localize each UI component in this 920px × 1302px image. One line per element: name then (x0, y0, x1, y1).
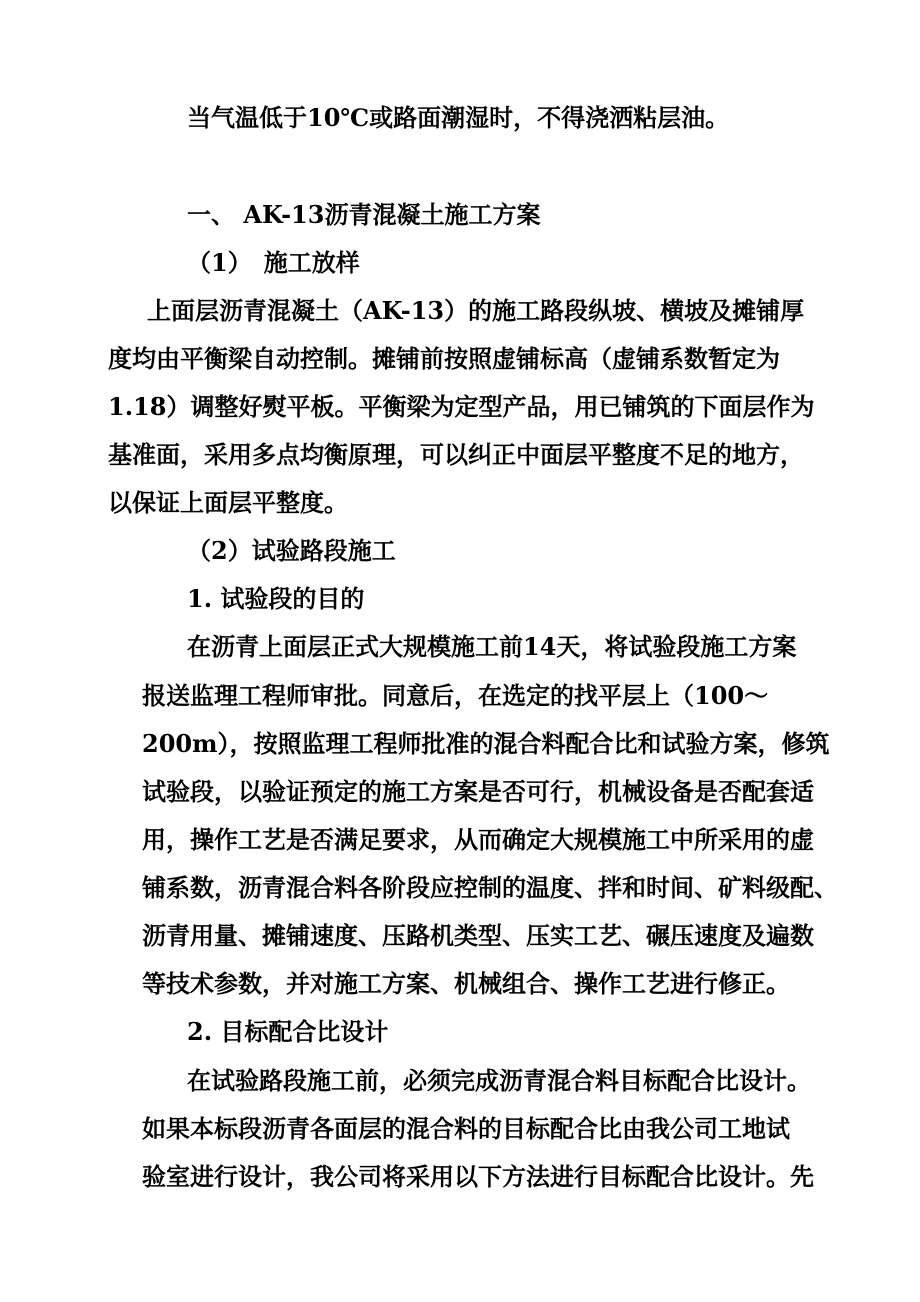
paragraph-line: 基准面，采用多点均衡原理，可以纠正中面层平整度不足的地方， (108, 440, 804, 469)
paragraph-line: 用，操作工艺是否满足要求，从而确定大规模施工中所采用的虚 (142, 825, 814, 854)
paragraph-line: 等技术参数，并对施工方案、机械组合、操作工艺进行修正。 (142, 969, 790, 998)
paragraph-line: 1.18）调整好熨平板。平衡梁为定型产品，用已铺筑的下面层作为 (108, 392, 815, 421)
paragraph-line: 度均由平衡梁自动控制。摊铺前按照虚铺标高（虚铺系数暂定为 (108, 344, 780, 373)
paragraph-line: 当气温低于10℃或路面潮湿时，不得浇洒粘层油。 (187, 103, 730, 132)
paragraph-line: 报送监理工程师审批。同意后，在选定的找平层上（100～ (142, 681, 769, 710)
paragraph-line: 在试验路段施工前，必须完成沥青混合料目标配合比设计。 (187, 1066, 811, 1095)
paragraph-line: 如果本标段沥青各面层的混合料的目标配合比由我公司工地试 (142, 1114, 790, 1143)
paragraph-line: 验室进行设计，我公司将采用以下方法进行目标配合比设计。先 (142, 1162, 814, 1191)
paragraph-line: 沥青用量、摊铺速度、压路机类型、压实工艺、碾压速度及遍数 (142, 921, 814, 950)
paragraph-line: 试验段，以验证预定的施工方案是否可行，机械设备是否配套适 (142, 777, 814, 806)
paragraph-line: 在沥青上面层正式大规模施工前14天，将试验段施工方案 (187, 632, 797, 661)
paragraph-line: 以保证上面层平整度。 (108, 488, 348, 517)
paragraph-line: 铺系数，沥青混合料各阶段应控制的温度、拌和时间、矿料级配、 (142, 873, 838, 902)
section-heading: 一、 AK-13沥青混凝土施工方案 (187, 200, 541, 229)
paragraph-line: 上面层沥青混凝土（AK-13）的施工路段纵坡、横坡及摊铺厚 (147, 296, 805, 325)
item-heading: 1. 试验段的目的 (187, 584, 365, 613)
subsection-heading: （1） 施工放样 (187, 248, 360, 277)
item-heading: 2. 目标配合比设计 (187, 1017, 389, 1046)
subsection-heading: （2）试验路段施工 (187, 536, 396, 565)
paragraph-line: 200m），按照监理工程师批准的混合料配合比和试验方案，修筑 (142, 729, 830, 758)
